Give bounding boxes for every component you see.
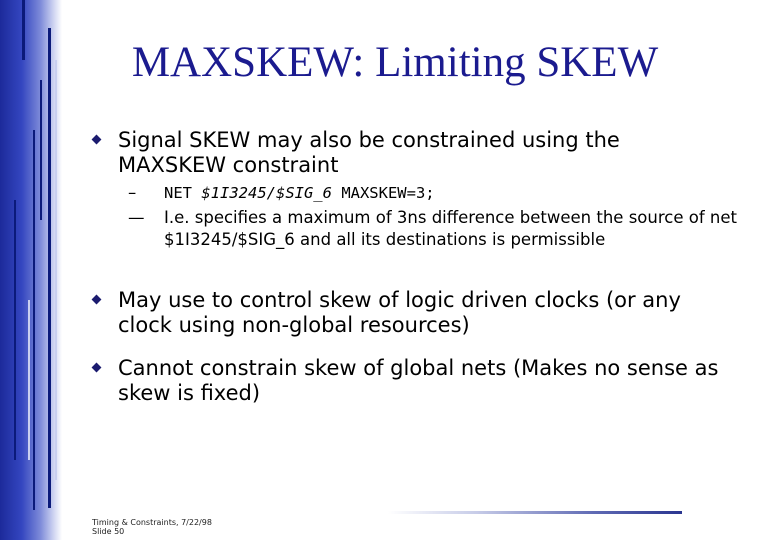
code-suffix: MAXSKEW=3; [331,184,435,202]
sidebar-stripe [48,28,51,508]
bullet-item [93,356,733,406]
diamond-bullet-icon [92,363,102,373]
diamond-bullet-icon [92,295,102,305]
bullet-text: Signal SKEW may also be constrained using the MAXSKEW constraint [118,128,620,177]
sidebar-stripe [55,60,57,480]
slide-footer [92,518,212,536]
sidebar-stripe [28,300,30,460]
dash-icon: – [128,183,137,202]
code-line [164,182,738,204]
bullet-text: May use to control skew of logic driven clocks (or any clock using non-global resources) [118,288,681,337]
dash-icon: — [128,208,145,227]
decorative-sidebar [0,0,62,540]
sidebar-stripe [22,0,25,60]
bullet-item [93,288,733,338]
bullet-text: Cannot constrain skew of global nets (Makes no sense as skew is fixed) [118,356,719,405]
bullet-item [93,128,733,178]
footer-line2: Slide 50 [92,527,125,536]
sidebar-stripe [40,80,42,220]
code-net-name: $1I3245/$SIG_6 [201,184,332,202]
footer-line1: Timing & Constraints, 7/22/98 [92,518,212,527]
sub-item-text: I.e. specifies a maximum of 3ns difference between the source of net $1I3245/$SIG_6 and all its destinations is permissible [164,208,737,249]
slide-title: MAXSKEW: Limiting SKEW [131,39,659,86]
sidebar-stripe [14,200,16,460]
code-prefix: NET [164,184,202,202]
sub-item [128,207,738,251]
sidebar-stripe [33,130,35,510]
sub-item [128,182,738,204]
footer-divider [388,511,682,514]
diamond-bullet-icon [92,135,102,145]
